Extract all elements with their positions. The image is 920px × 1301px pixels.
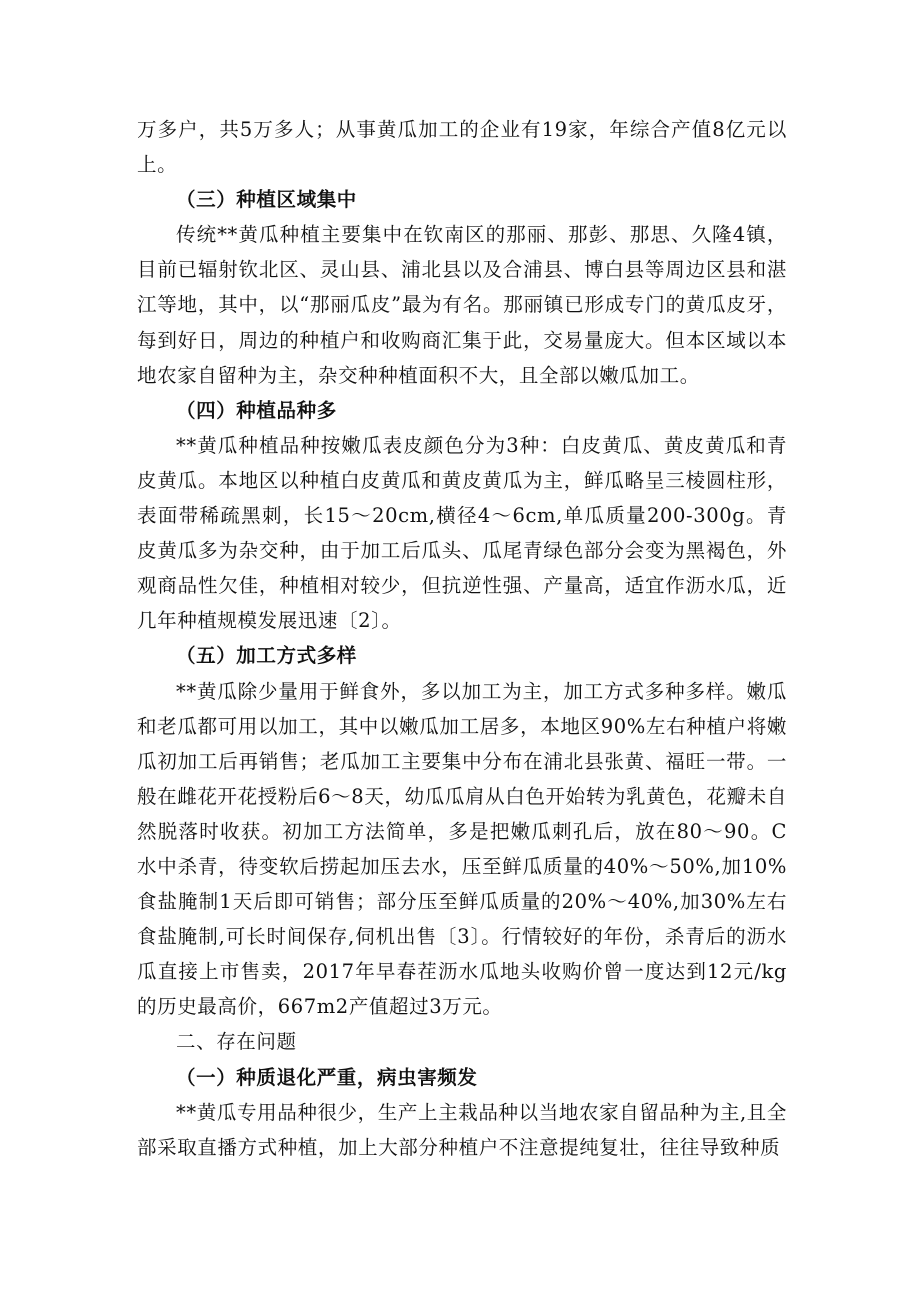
paragraph-processing: **黄瓜除少量用于鲜食外，多以加工为主，加工方式多种多样。嫩瓜和老瓜都可用以加工，其中以嫩瓜加工居多，本地区90%左右种植户将嫩瓜初加工后再销售；老瓜加工主要集中分布在浦北县张黄、福旺一带。一般在雌花开花授粉后6～8天，幼瓜瓜肩从白色开始转为乳黄色，花瓣未自然脱落时收获。初加工方法简单，多是把嫩瓜刺孔后，放在80～90。C水中杀青，待变软后捞起加压去水，压至鲜瓜质量的40%～50%,加10%食盐腌制1天后即可销售；部分压至鲜瓜质量的20%～40%,加30%左右食盐腌制,可长时间保存,伺机出售〔3〕。行情较好的年份，杀青后的沥水瓜直接上市售卖，2017年早春茬沥水瓜地头收购价曾一度达到12元/kg的历史最高价，667m2产值超过3万元。	[137, 679, 787, 1019]
document-page	[137, 112, 787, 1165]
heading-germplasm-degradation: （一）种质退化严重，病虫害频发	[176, 1065, 478, 1089]
paragraph-varieties: **黄瓜种植品种按嫩瓜表皮颜色分为3种：白皮黄瓜、黄皮黄瓜和青皮黄瓜。本地区以种植白皮黄瓜和黄皮黄瓜为主，鲜瓜略呈三棱圆柱形，表面带稀疏黑刺，长15～20cm,横径4～6cm,单瓜质量200-300g。青皮黄瓜多为杂交种，由于加工后瓜头、瓜尾青绿色部分会变为黑褐色，外观商品性欠佳，种植相对较少，但抗逆性强、产量高，适宜作沥水瓜，近几年种植规模发展迅速〔2〕。	[137, 433, 787, 633]
heading-varieties: （四）种植品种多	[176, 398, 337, 422]
heading-planting-area: （三）种植区域集中	[176, 188, 357, 212]
heading-processing: （五）加工方式多样	[176, 644, 357, 668]
paragraph-intro-continuation: 万多户，共5万多人；从事黄瓜加工的企业有19家，年综合产值8亿元以上。	[137, 118, 787, 177]
section-heading-problems: 二、存在问题	[176, 1030, 297, 1054]
paragraph-germplasm-degradation: **黄瓜专用品种很少，生产上主栽品种以当地农家自留品种为主,且全部采取直播方式种植，加上大部分种植户不注意提纯复壮，往往导致种质	[137, 1100, 787, 1159]
paragraph-planting-area: 传统**黄瓜种植主要集中在钦南区的那丽、那彭、那思、久隆4镇，目前已辐射钦北区、灵山县、浦北县以及合浦县、博白县等周边区县和湛江等地，其中，以“那丽瓜皮”最为有名。那丽镇已形成专门的黄瓜皮牙，每到好日，周边的种植户和收购商汇集于此，交易量庞大。但本区域以本地农家自留种为主，杂交种种植面积不大，且全部以嫩瓜加工。	[137, 223, 787, 387]
